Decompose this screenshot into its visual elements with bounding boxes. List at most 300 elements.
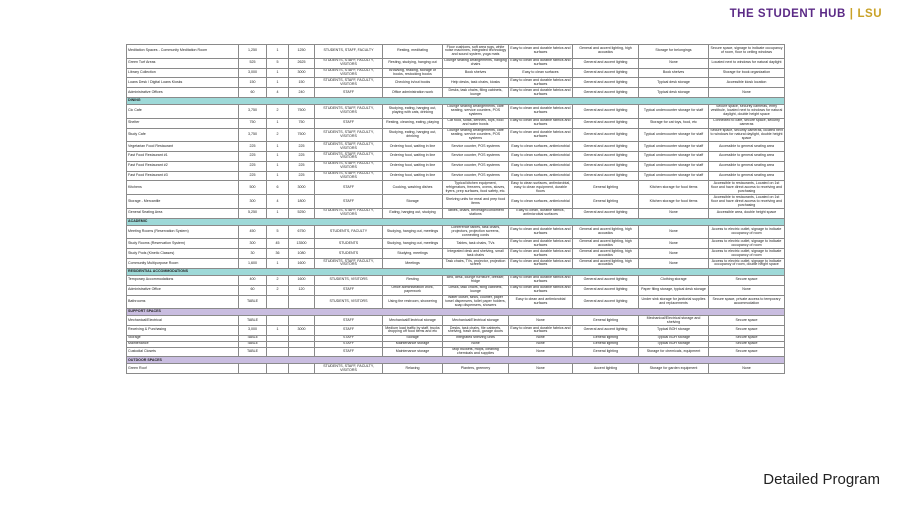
table-cell: Access to electric outlet, signage to indicate occupancy of room	[709, 239, 785, 249]
table-cell: Resting	[383, 275, 443, 285]
table-row	[127, 78, 785, 88]
table-cell: 3000	[289, 326, 315, 336]
table-cell: General and accent lighting	[573, 285, 639, 295]
table-cell: General and accent lighting	[573, 326, 639, 336]
slide-caption: Detailed Program	[763, 471, 880, 488]
table-cell: 400	[239, 275, 267, 285]
brand-header	[730, 8, 882, 20]
table-cell: STAFF	[315, 347, 383, 357]
table-cell: 1	[267, 68, 289, 78]
table-cell: None	[509, 347, 573, 357]
table-cell: General and accent lighting	[573, 68, 639, 78]
table-cell: General and accent lighting, high acoustics	[573, 45, 639, 59]
table-cell: Study Rooms (Reservation System)	[127, 239, 239, 249]
section-header-row	[127, 309, 785, 316]
table-cell: 3,000	[239, 326, 267, 336]
brand-separator: |	[849, 8, 854, 20]
table-cell: General and accent lighting	[573, 128, 639, 142]
table-cell: Office administration work, paperwork	[383, 285, 443, 295]
table-cell: General and accent lighting	[573, 171, 639, 181]
table-cell: 225	[289, 171, 315, 181]
table-cell	[239, 364, 267, 374]
table-cell: 3,000	[239, 68, 267, 78]
table-cell: STUDENTS, STAFF, FACULTY, VISITORS	[315, 68, 383, 78]
table-cell: Typical undercounter storage for staff	[639, 128, 709, 142]
table-cell: General lighting	[573, 341, 639, 347]
table-cell: STAFF	[315, 118, 383, 128]
table-cell: Integrated desk and shelving, small task chairs	[443, 249, 509, 259]
table-cell: 450	[239, 225, 267, 239]
table-cell: 225	[289, 161, 315, 171]
table-row	[127, 225, 785, 239]
table-cell: Mechanical/Electrical storage	[383, 316, 443, 326]
table-cell: Easy to clean and durable fabrics and surfaces	[510, 58, 571, 67]
table-cell: General and accent lighting	[573, 152, 639, 162]
table-cell: Service counter, POS systems	[443, 152, 509, 162]
table-cell: 60	[239, 88, 267, 98]
table-row	[127, 275, 785, 285]
table-cell: General and accent lighting	[573, 295, 639, 309]
table-cell: None	[509, 364, 573, 374]
table-cell: Studying, eating, hanging out, drinking	[383, 128, 443, 142]
table-cell: 1	[267, 78, 289, 88]
table-cell: 1250	[289, 45, 315, 59]
table-cell: STAFF	[315, 326, 383, 336]
table-cell: General lighting	[573, 316, 639, 326]
table-cell: Kitchen storage for food items	[639, 181, 709, 195]
table-cell: 225	[239, 152, 267, 162]
table-cell: None	[639, 259, 709, 269]
table-row	[127, 181, 785, 195]
table-cell: Accessible kiosk location	[709, 78, 785, 88]
table-cell: 225	[289, 152, 315, 162]
table-cell: Mechanical/Electrical	[127, 316, 239, 326]
table-cell: Easy to clean and durable fabrics and surfaces	[510, 77, 571, 86]
table-cell: None	[509, 335, 573, 341]
table-cell: None	[709, 364, 785, 374]
table-row	[127, 68, 785, 78]
brand-org: LSU	[857, 8, 882, 20]
table-cell: STAFF	[315, 181, 383, 195]
table-cell: Service counter, POS systems	[443, 142, 509, 152]
table-cell: TABLE	[239, 295, 267, 309]
table-cell: Typical undercounter storage for staff	[639, 171, 709, 181]
table-cell: None	[639, 249, 709, 259]
table-cell: 500	[239, 181, 267, 195]
table-cell: 1	[267, 152, 289, 162]
table-cell: 750	[239, 118, 267, 128]
table-cell: Meditation Spaces - Community Meditation Room	[127, 45, 239, 59]
table-cell: Accessible area, double height space	[709, 208, 785, 218]
table-cell: None	[639, 225, 709, 239]
table-cell: 5	[267, 58, 289, 68]
table-cell: Temporary Accommodations	[127, 275, 239, 285]
table-cell: 3,750	[239, 128, 267, 142]
table-cell: Meeting Rooms (Reservation System)	[127, 225, 239, 239]
table-cell: Easy to clean and durable fabrics and surfaces	[509, 225, 573, 239]
table-cell: Access to electric outlet, signage to indicate occupancy of room	[709, 225, 785, 239]
table-cell: Typical desk storage	[639, 88, 709, 98]
table-row	[127, 259, 785, 269]
table-cell: 2	[267, 128, 289, 142]
table-cell: TABLE	[239, 347, 267, 357]
table-cell: 1600	[289, 259, 315, 269]
table-cell: Fast Food Restaurant #1	[127, 152, 239, 162]
table-cell: Using the restroom, showering	[383, 295, 443, 309]
table-cell: Easy to clean and durable fabrics and surfaces	[510, 258, 571, 267]
table-cell: STUDENTS, STAFF, FACULTY, VISITORS	[315, 364, 383, 374]
table-cell	[267, 295, 289, 309]
table-cell: Studying, eating, hanging out, playing with cats, drinking	[383, 104, 443, 118]
table-cell: General and accent lighting	[573, 275, 639, 285]
table-cell	[289, 364, 315, 374]
table-cell: Easy to clean surfaces	[509, 68, 573, 78]
table-cell: General lighting	[573, 181, 639, 195]
table-cell: Browsing, reading, storage of books, restocking books	[383, 68, 443, 78]
table-cell: 13500	[289, 239, 315, 249]
table-cell	[289, 347, 315, 357]
table-row	[127, 347, 785, 357]
table-cell: Secure space	[709, 275, 785, 285]
table-cell: General lighting	[573, 347, 639, 357]
table-cell: 225	[239, 171, 267, 181]
table-cell: Kitchen storage for food items	[639, 195, 709, 209]
table-cell: Secure space	[709, 341, 785, 347]
table-cell: Loans Desk / Digital Loans Kiosks	[127, 78, 239, 88]
table-cell: Eating, hanging out, studying	[383, 208, 443, 218]
table-cell: STUDENTS, VISITORS	[315, 295, 383, 309]
section-header-row	[127, 268, 785, 275]
table-cell: Custodial Closets	[127, 347, 239, 357]
table-row	[127, 239, 785, 249]
table-cell: Secure space	[709, 335, 785, 341]
table-cell: Planters, greenery	[443, 364, 509, 374]
table-cell: Conference tables, task chairs, projectors, projection screens, connecting cords	[443, 225, 509, 239]
table-cell: Cat food, sofas, kennels, toys, food and water bowls	[443, 118, 509, 128]
table-cell: TABLE	[239, 341, 267, 347]
table-cell: Ordering food, waiting in line	[383, 142, 443, 152]
table-cell: 7500	[289, 128, 315, 142]
table-cell: Accessible to general seating area	[709, 152, 785, 162]
table-cell: Secure space	[709, 316, 785, 326]
table-cell: General and accent lighting	[573, 58, 639, 68]
table-cell: Service counter, POS systems	[443, 161, 509, 171]
table-cell: 3,750	[239, 104, 267, 118]
table-cell: Relaxing	[383, 364, 443, 374]
table-cell: Mop buckets, mops, cleaning chemicals and supplies	[443, 347, 509, 357]
table-cell: 6750	[289, 225, 315, 239]
table-cell: 1	[267, 161, 289, 171]
table-cell: Lounge seating arrangements, cafe seating, service counters, POS systems	[443, 128, 509, 142]
table-cell: 5250	[289, 208, 315, 218]
table-cell: 3000	[289, 68, 315, 78]
table-cell: Typical BOH storage	[639, 335, 709, 341]
table-cell: STAFF	[315, 341, 383, 347]
table-cell: Kitchens	[127, 181, 239, 195]
table-cell: Typical undercounter storage for staff	[639, 161, 709, 171]
table-cell: Access to electric outlet, signage to indicate occupancy of room	[709, 249, 785, 259]
table-cell: STUDENTS, STAFF, FACULTY	[315, 45, 383, 59]
table-cell: Fast Food Restaurant #2	[127, 161, 239, 171]
table-cell: General lighting	[573, 195, 639, 209]
table-cell: Storage	[383, 195, 443, 209]
table-cell: Secure space	[709, 326, 785, 336]
table-cell: Storage for garden equipment	[639, 364, 709, 374]
table-cell: STUDENTS, STAFF, FACULTY, VISITORS	[315, 152, 383, 162]
table-cell: Accent lighting	[573, 364, 639, 374]
table-cell: Easy to clean surfaces, antimicrobial, easy to clean equipment, durable floors	[509, 181, 573, 195]
table-cell: Cic Cafe	[127, 104, 239, 118]
table-cell: General and accent lighting, high acoustics	[573, 239, 639, 249]
table-cell: Desks, task chairs, filing cabinets, lounge	[443, 285, 509, 295]
table-cell: 750	[289, 118, 315, 128]
table-cell: STUDENTS, STAFF, FACULTY, VISITORS	[315, 78, 383, 88]
table-cell	[289, 295, 315, 309]
section-title: SUPPORT SPACES	[127, 309, 785, 316]
table-row	[127, 171, 785, 181]
table-cell: Resting, cleaning, eating, playing	[383, 118, 443, 128]
table-row	[127, 195, 785, 209]
table-cell: None	[509, 316, 573, 326]
table-cell: Studying, hanging out, meetings	[383, 239, 443, 249]
table-cell: Studying, meetings	[383, 249, 443, 259]
table-row	[127, 45, 785, 59]
table-cell: Desks, task chairs, file cabinets, shelving, trash deck, garage doors	[443, 326, 509, 336]
table-cell: Floor cushions, soft area rugs, white noise machines, integrated technology and sound system, yoga mats	[443, 45, 509, 59]
table-cell: Easy to clean and durable fabrics and surfaces	[509, 45, 573, 59]
table-cell: Shelving units for meal and prep food items	[443, 195, 509, 209]
table-row	[127, 316, 785, 326]
table-cell: Easy to clean and durable fabrics and surfaces	[510, 118, 571, 127]
table-cell: General and accent lighting, high acoustics	[573, 225, 639, 239]
table-cell: Storage - Mercantile	[127, 195, 239, 209]
table-cell: 225	[239, 142, 267, 152]
table-cell: Secure space, security cameras, located next to windows for natural daylight, double height space	[710, 128, 783, 140]
table-cell: Easy to clean surfaces, antimicrobial	[509, 142, 573, 152]
table-cell: Typical undercounter storage for staff	[639, 142, 709, 152]
table-cell: Lounge seating arrangements, hanging chairs	[444, 58, 507, 67]
table-cell: 225	[239, 161, 267, 171]
table-cell: Storage for book organization	[709, 68, 785, 78]
table-cell: STUDENTS, VISITORS	[315, 275, 383, 285]
table-cell: Study Pods (Kinetic Classes)	[127, 249, 239, 259]
table-cell: STUDENTS, FACULTY	[315, 225, 383, 239]
table-cell: General and accent lighting	[573, 142, 639, 152]
table-cell: Easy to clean and antimicrobial surfaces	[509, 295, 573, 309]
table-cell: STUDENTS, STAFF, FACULTY, VISITORS	[315, 58, 383, 68]
table-cell	[289, 316, 315, 326]
table-cell: Accessible to restaurants, Located on 1st floor and have direct access to receiving and purchasing	[709, 181, 785, 195]
table-row	[127, 152, 785, 162]
table-cell: Mechanical/Electrical storage and shelving	[639, 316, 709, 326]
table-cell: 6	[267, 181, 289, 195]
table-cell: 240	[289, 88, 315, 98]
table-cell: General lighting	[573, 335, 639, 341]
table-cell: Tables, chairs, beverage/condiment stations	[443, 208, 509, 218]
table-cell: Typical BOH storage	[639, 326, 709, 336]
table-cell: 1	[267, 326, 289, 336]
table-cell: Resting, studying, hanging out	[383, 58, 443, 68]
table-cell: 2	[267, 285, 289, 295]
table-cell: Integrated shelving units	[443, 335, 509, 341]
table-cell: 4	[267, 195, 289, 209]
table-cell: Easy to clean and durable fabrics and surfaces	[510, 238, 571, 247]
section-title: OUTDOOR SPACES	[127, 357, 785, 364]
table-cell: STUDENTS, STAFF, FACULTY, VISITORS	[315, 161, 383, 171]
table-cell: Help desks, task chairs, kiosks	[443, 78, 509, 88]
table-cell: 36	[267, 249, 289, 259]
table-cell: 150	[289, 78, 315, 88]
table-cell: Typical desk storage	[639, 78, 709, 88]
table-cell: Ordering food, waiting in line	[383, 171, 443, 181]
table-cell: Easy to clean and durable fabrics and surfaces	[509, 104, 573, 118]
table-cell: Easy to clean and durable fabrics and surfaces	[509, 128, 573, 142]
table-cell: Easy to clean and durable fabrics and surfaces	[510, 285, 571, 294]
table-cell: STUDENTS, STAFF, FACULTY, VISITORS	[315, 142, 383, 152]
table-cell: Accessible to restaurants, Located on 1st floor and have direct access to receiving and purchasing	[709, 195, 785, 209]
table-cell: Typical undercounter storage for staff	[639, 152, 709, 162]
table-cell: Water closet, sinks, counter, paper towel dispensers, toilet paper holders, soap dispensers, showers	[443, 295, 509, 309]
table-cell: TABLE	[239, 316, 267, 326]
table-row	[127, 118, 785, 128]
table-cell: Office administration work	[383, 88, 443, 98]
table-cell: Maintenance	[127, 341, 239, 347]
table-cell: General and accent lighting	[573, 161, 639, 171]
table-cell: None	[509, 341, 573, 347]
table-cell: Medium load traffic by staff, trucks dropping off food items and etc	[383, 326, 443, 336]
table-cell: 1	[267, 208, 289, 218]
table-cell: Vegetarian Food Restaurant	[127, 142, 239, 152]
table-cell: STAFF	[315, 285, 383, 295]
table-cell	[267, 316, 289, 326]
table-cell: 45	[267, 239, 289, 249]
table-cell: Library Collection	[127, 68, 239, 78]
section-header-row	[127, 97, 785, 104]
table-cell: 7500	[289, 104, 315, 118]
table-cell: Easy to clean and durable fabrics and surfaces	[510, 325, 571, 334]
table-cell: Storage for chemicals, equipment	[639, 347, 709, 357]
table-cell: General and accent lighting	[573, 78, 639, 88]
table-cell: 1080	[289, 249, 315, 259]
table-cell: Easy to clean surfaces, antimicrobial	[509, 171, 573, 181]
table-row	[127, 104, 785, 118]
table-cell: STAFF	[315, 195, 383, 209]
table-cell: Ordering food, waiting in line	[383, 152, 443, 162]
table-cell: TABLE	[239, 335, 267, 341]
table-cell: 225	[289, 142, 315, 152]
table-cell: STUDENTS	[315, 249, 383, 259]
table-cell: Cooking, washing dishes	[383, 181, 443, 195]
table-cell: 2	[267, 104, 289, 118]
table-cell: 525	[239, 58, 267, 68]
table-cell: Maintenance storage	[383, 341, 443, 347]
section-title: DINING	[127, 97, 785, 104]
table-cell: STAFF	[315, 88, 383, 98]
table-row	[127, 295, 785, 309]
table-cell: Easy to clean and durable fabrics and surfaces	[510, 275, 571, 284]
table-cell: General and accent lighting	[573, 104, 639, 118]
table-cell: Green Roof	[127, 364, 239, 374]
table-cell: 300	[239, 195, 267, 209]
table-cell: 60	[239, 285, 267, 295]
table-cell: Accessible to general seating area	[709, 142, 785, 152]
table-cell: Typical BOH storage	[639, 341, 709, 347]
table-cell: Green Turf Areas	[127, 58, 239, 68]
section-header-row	[127, 357, 785, 364]
table-cell: 4	[267, 88, 289, 98]
table-cell: 1,600	[239, 259, 267, 269]
section-title: ACADEMIC	[127, 218, 785, 225]
table-cell: 120	[289, 285, 315, 295]
table-cell: Clothing storage	[639, 275, 709, 285]
table-cell: STUDENTS, STAFF, FACULTY, VISITORS	[315, 104, 383, 118]
table-cell: Ordering food, waiting in line	[383, 161, 443, 171]
table-row	[127, 364, 785, 374]
table-cell: 1	[267, 171, 289, 181]
table-cell: Storage for belongings	[639, 45, 709, 59]
table-cell: Secure space, security cameras, entry vestibule, located next to windows for natural daylight, double height space	[709, 104, 785, 118]
table-cell: 300	[239, 239, 267, 249]
table-row	[127, 249, 785, 259]
table-cell: None	[639, 208, 709, 218]
table-cell: Located next to windows for natural daylight	[709, 58, 785, 68]
table-cell: Bed, desk, lounge furniture, dresser, fridge	[443, 275, 509, 285]
table-cell: Community Multipurpose Room	[127, 259, 239, 269]
table-cell: Paper filing storage, typical desk storage	[639, 285, 709, 295]
table-cell: None	[709, 285, 785, 295]
table-cell: Easy to clean and durable fabrics and surfaces	[510, 87, 571, 96]
table-cell: Secure space	[709, 347, 785, 357]
program-table	[126, 44, 785, 374]
table-cell: Easy to clean, durable fabrics, antimicrobial surfaces	[509, 208, 573, 218]
table-cell: STUDENTS	[315, 239, 383, 249]
table-cell: Easy to clean surfaces, antimicrobial	[509, 152, 573, 162]
section-header-row	[127, 218, 785, 225]
table-cell: General and accent lighting	[573, 118, 639, 128]
section-title: RESIDENTIAL ACCOMMODATIONS	[127, 268, 785, 275]
table-cell: Under sink storage for janitorial supplies and replacements	[639, 295, 709, 309]
table-cell: Maintenance storage	[383, 347, 443, 357]
table-cell: STAFF	[315, 316, 383, 326]
table-cell: Accessible to general seating area	[709, 171, 785, 181]
table-row	[127, 58, 785, 68]
table-row	[127, 326, 785, 336]
table-cell: Receiving & Purchasing	[127, 326, 239, 336]
table-cell	[267, 347, 289, 357]
table-cell: Access to electric outlet, signage to indicate occupancy of room, double height space	[709, 259, 785, 269]
table-row	[127, 208, 785, 218]
table-cell: Checking in/out books	[383, 78, 443, 88]
table-cell: 1	[267, 259, 289, 269]
table-cell: Bathrooms	[127, 295, 239, 309]
brand-name: THE STUDENT HUB	[729, 8, 846, 20]
table-cell: Accessible to general seating area	[709, 161, 785, 171]
table-cell: General and accent lighting	[573, 88, 639, 98]
table-cell: Book shelves	[443, 68, 509, 78]
table-cell: Administrative Offices	[127, 88, 239, 98]
table-cell: Lounge seating arrangements, cafe seating, service counters, POS systems	[443, 104, 509, 118]
table-cell: Resting, meditating	[383, 45, 443, 59]
table-cell: STUDENTS, STAFF, FACULTY, VISITORS	[315, 259, 383, 269]
table-cell: 3000	[289, 181, 315, 195]
table-cell: Desks, task chairs, filing cabinets, lounge	[443, 88, 509, 98]
table-cell: STUDENTS, STAFF, FACULTY, VISITORS	[315, 208, 383, 218]
table-cell: Service counter, POS systems	[443, 171, 509, 181]
table-cell: Studying, hanging out, meetings	[383, 225, 443, 239]
table-cell: Tables, task chairs, TVs	[443, 239, 509, 249]
table-row	[127, 285, 785, 295]
table-cell: 1	[267, 45, 289, 59]
